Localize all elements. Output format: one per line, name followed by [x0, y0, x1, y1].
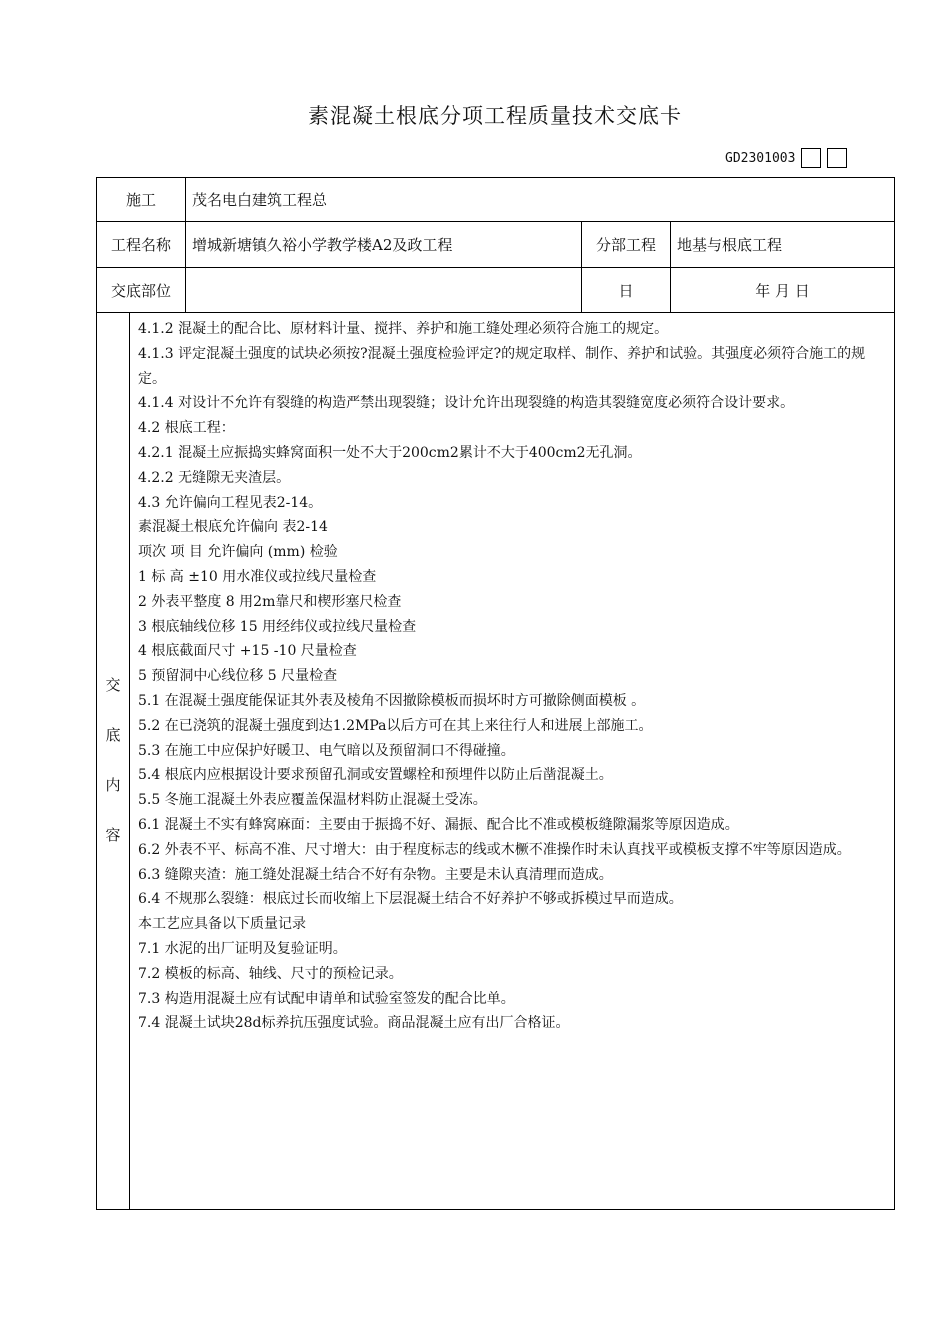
content-line: 2 外表平整度 8 用2m靠尺和楔形塞尺检查	[138, 593, 402, 610]
content-line: 4.3 允许偏向工程见表2-14。	[138, 494, 323, 511]
content-line: 4.1.4 对设计不允许有裂缝的构造严禁出现裂缝；设计允许出现裂缝的构造其裂缝宽度必须符合设计要求。	[138, 395, 795, 412]
table-row	[97, 222, 895, 268]
content-row	[97, 313, 895, 1210]
table-row	[97, 268, 895, 313]
date-label: 日	[582, 268, 671, 313]
side-char: 内	[105, 776, 121, 794]
content-line: 6.2 外表不平、标高不准、尺寸增大：由于程度标志的线或木橛不准操作时未认真找平或模板支撑不牢等原因造成。	[138, 841, 851, 858]
content-side-label	[97, 313, 130, 1209]
project-name-value: 增城新塘镇久裕小学教学楼A2及政工程	[186, 222, 582, 268]
content-text	[130, 313, 894, 1209]
disclosure-table	[96, 177, 895, 1210]
content-line: 6.4 不规那么裂缝：根底过长而收缩上下层混凝土结合不好养护不够或拆模过早而造成。	[138, 891, 683, 908]
content-line: 7.3 构造用混凝土应有试配申请单和试验室签发的配合比单。	[138, 990, 515, 1007]
content-line: 5.2 在已浇筑的混凝土强度到达1.2MPa以后方可在其上来往行人和进展上部施工。	[138, 717, 653, 734]
construction-value: 茂名电白建筑工程总	[186, 178, 895, 222]
content-line: 1 标 高 ±10 用水准仪或拉线尺量检查	[138, 568, 377, 585]
side-char: 底	[105, 726, 121, 744]
division-value: 地基与根底工程	[671, 222, 895, 268]
content-line: 素混凝土根底允许偏向 表2-14	[138, 519, 328, 536]
content-line: 4.1.3 评定混凝土强度的试块必须按?混凝土强度检验评定?的规定取样、制作、养护和试验。其强度必须符合施工的规定。	[138, 345, 866, 387]
table-row	[97, 178, 895, 222]
content-line: 本工艺应具备以下质量记录	[138, 916, 306, 933]
code-checkbox-1[interactable]	[801, 148, 821, 168]
document-title: 素混凝土根底分项工程质量技术交底卡	[308, 104, 682, 128]
content-line: 5.4 根底内应根据设计要求预留孔洞或安置螺栓和预埋件以防止后凿混凝土。	[138, 767, 613, 784]
content-line: 4.2.1 混凝土应振捣实蜂窝面积一处不大于200cm2累计不大于400cm2无孔洞。	[138, 444, 642, 461]
code-checkbox-2[interactable]	[827, 148, 847, 168]
content-line: 4.2 根底工程：	[138, 420, 235, 437]
division-label: 分部工程	[582, 222, 671, 268]
project-name-label: 工程名称	[97, 222, 186, 268]
content-line: 6.3 缝隙夹渣：施工缝处混凝土结合不好有杂物。主要是未认真清理而造成。	[138, 866, 613, 883]
content-line: 6.1 混凝土不实有蜂窝麻面：主要由于振捣不好、漏振、配合比不准或模板缝隙漏浆等原因造成。	[138, 816, 739, 833]
content-line: 7.1 水泥的出厂证明及复验证明。	[138, 940, 347, 957]
content-line: 7.2 模板的标高、轴线、尺寸的预检记录。	[138, 965, 403, 982]
content-line: 4 根底截面尺寸 +15 -10 尺量检查	[138, 643, 357, 660]
content-line: 3 根底轴线位移 15 用经纬仪或拉线尺量检查	[138, 618, 417, 635]
content-line: 4.1.2 混凝土的配合比、原材料计量、搅拌、养护和施工缝处理必须符合施工的规定。	[138, 321, 669, 337]
content-line: 5.5 冬施工混凝土外表应覆盖保温材料防止混凝土受冻。	[138, 792, 487, 809]
content-line: 7.4 混凝土试块28d标养抗压强度试验。商品混凝土应有出厂合格证。	[138, 1015, 570, 1032]
content-line: 4.2.2 无缝隙无夹渣层。	[138, 469, 291, 486]
side-char: 容	[105, 826, 121, 844]
content-cell	[97, 313, 895, 1210]
disclosure-part-value	[186, 268, 582, 313]
content-line: 5.3 在施工中应保护好暖卫、电气暗以及预留洞口不得碰撞。	[138, 742, 515, 759]
disclosure-part-label: 交底部位	[97, 268, 186, 313]
construction-label: 施工	[97, 178, 186, 222]
side-char: 交	[105, 676, 121, 694]
content-line: 5 预留洞中心线位移 5 尺量检查	[138, 668, 338, 685]
content-line: 项次 项 目 允许偏向 (mm) 检验	[138, 544, 338, 561]
document-code: GD2301003	[725, 151, 796, 166]
content-line: 5.1 在混凝土强度能保证其外表及棱角不因撤除模板而损坏时方可撤除侧面模板 。	[138, 692, 646, 709]
date-value: 年 月 日	[671, 268, 895, 313]
